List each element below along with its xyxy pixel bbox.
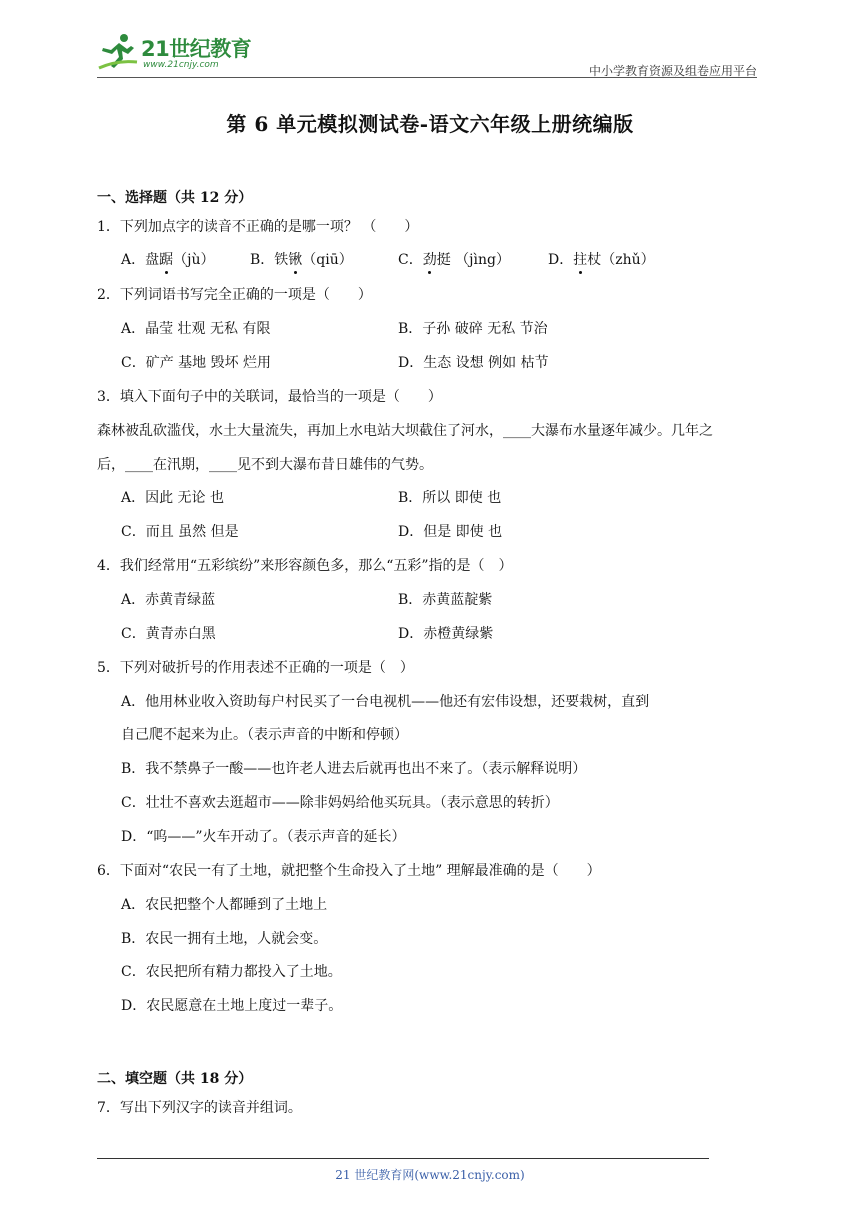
question-4-stem: 4．我们经常用“五彩缤纷”来形容颜色多，那么“五彩”指的是（ ） bbox=[97, 558, 513, 574]
q1-a-dotted-char: 踞 bbox=[159, 252, 174, 268]
question-3-option-d: D．但是 即使 也 bbox=[398, 524, 503, 540]
question-1-option-d bbox=[548, 250, 655, 270]
question-3-option-b: B．所以 即使 也 bbox=[398, 490, 502, 506]
question-3-stem: 3．填入下面句子中的关联词，最恰当的一项是（ ） bbox=[97, 389, 442, 405]
q1-c-dotted-char: 劲 bbox=[422, 252, 437, 268]
section-heading-choice: 一、选择题（共 12 分） bbox=[97, 190, 253, 206]
question-4-option-d: D．赤橙黄绿紫 bbox=[398, 626, 494, 642]
question-6-option-d: D．农民愿意在土地上度过一辈子。 bbox=[121, 998, 343, 1014]
question-3-option-c: C．而且 虽然 但是 bbox=[121, 524, 239, 540]
q1-d-dotted-char: 拄 bbox=[573, 252, 588, 268]
question-6-option-c: C．农民把所有精力都投入了土地。 bbox=[121, 964, 342, 980]
question-4-option-c: C．黄青赤白黑 bbox=[121, 626, 216, 642]
q1-a-prefix: A．盘 bbox=[121, 252, 160, 268]
q1-d-prefix: D． bbox=[548, 252, 574, 268]
section-heading-fill-in: 二、填空题（共 18 分） bbox=[97, 1071, 253, 1087]
logo-text: 21世纪教育 bbox=[141, 37, 252, 61]
question-6-option-a: A．农民把整个人都睡到了土地上 bbox=[121, 897, 328, 913]
q1-c-prefix: C． bbox=[398, 252, 423, 268]
question-6-stem: 6．下面对“农民一有了土地，就把整个生命投入了土地” 理解最准确的是（ ） bbox=[97, 863, 601, 879]
page-header bbox=[97, 30, 757, 78]
question-5-option-d: D．“呜——”火车开动了。（表示声音的延长） bbox=[121, 829, 406, 845]
page-title: 第 6 单元模拟测试卷-语文六年级上册统编版 bbox=[226, 112, 634, 136]
question-3-option-a: A．因此 无论 也 bbox=[121, 490, 225, 506]
footer-link[interactable]: 21 世纪教育网(www.21cnjy.com) bbox=[335, 1168, 525, 1182]
question-1-option-c bbox=[398, 250, 510, 270]
header-divider bbox=[97, 77, 757, 78]
site-logo bbox=[97, 30, 297, 78]
q1-d-suffix: 杖（zhǔ） bbox=[587, 252, 655, 268]
question-7-stem: 7．写出下列汉字的读音并组词。 bbox=[97, 1100, 302, 1116]
question-2-option-d: D．生态 设想 例如 枯节 bbox=[398, 355, 549, 371]
question-1-stem: 1．下列加点字的读音不正确的是哪一项？ （ ） bbox=[97, 219, 419, 235]
question-5-option-b: B．我不禁鼻子一酸——也许老人进去后就再也出不来了。（表示解释说明） bbox=[121, 761, 587, 777]
question-4-option-b: B．赤黄蓝靛紫 bbox=[398, 592, 493, 608]
q1-b-dotted-char: 锹 bbox=[288, 252, 303, 268]
runner-logo-icon bbox=[97, 32, 139, 72]
q1-b-prefix: B．铁 bbox=[250, 252, 289, 268]
footer-divider bbox=[97, 1158, 709, 1159]
question-2-option-b: B．子孙 破碎 无私 节治 bbox=[398, 321, 548, 337]
logo-url: www.21cnjy.com bbox=[143, 60, 219, 70]
question-2-option-a: A．晶莹 壮观 无私 有限 bbox=[121, 321, 271, 337]
question-5-option-a-line-1: A．他用林业收入资助每户村民买了一台电视机——他还有宏伟设想，还要栽树，直到 bbox=[121, 694, 650, 710]
question-1-option-a bbox=[121, 250, 214, 270]
question-5-stem: 5．下列对破折号的作用表述不正确的一项是（ ） bbox=[97, 660, 414, 676]
question-2-option-c: C．矿产 基地 毁坏 烂用 bbox=[121, 355, 272, 371]
q1-b-suffix: （qiū） bbox=[302, 252, 353, 268]
question-5-option-c: C．壮壮不喜欢去逛超市——除非妈妈给他买玩具。（表示意思的转折） bbox=[121, 795, 559, 811]
question-4-option-a: A．赤黄青绿蓝 bbox=[121, 592, 216, 608]
q1-c-suffix: 挺 （jìng） bbox=[436, 252, 510, 268]
question-6-option-b: B．农民一拥有土地，人就会变。 bbox=[121, 931, 328, 947]
question-3-passage-line-1: 森林被乱砍滥伐，水土大量流失，再加上水电站大坝截住了河水，____大瀑布水量逐年减少。几年之 bbox=[97, 423, 713, 439]
question-1-option-b bbox=[250, 250, 353, 270]
question-3-passage-line-2: 后，____在汛期，____见不到大瀑布昔日雄伟的气势。 bbox=[97, 457, 433, 473]
q1-a-suffix: （jù） bbox=[173, 252, 215, 268]
question-2-stem: 2．下列词语书写完全正确的一项是（ ） bbox=[97, 287, 372, 303]
question-5-option-a-line-2: 自己爬不起来为止。（表示声音的中断和停顿） bbox=[121, 727, 408, 743]
platform-name: 中小学教育资源及组卷应用平台 bbox=[588, 64, 757, 78]
